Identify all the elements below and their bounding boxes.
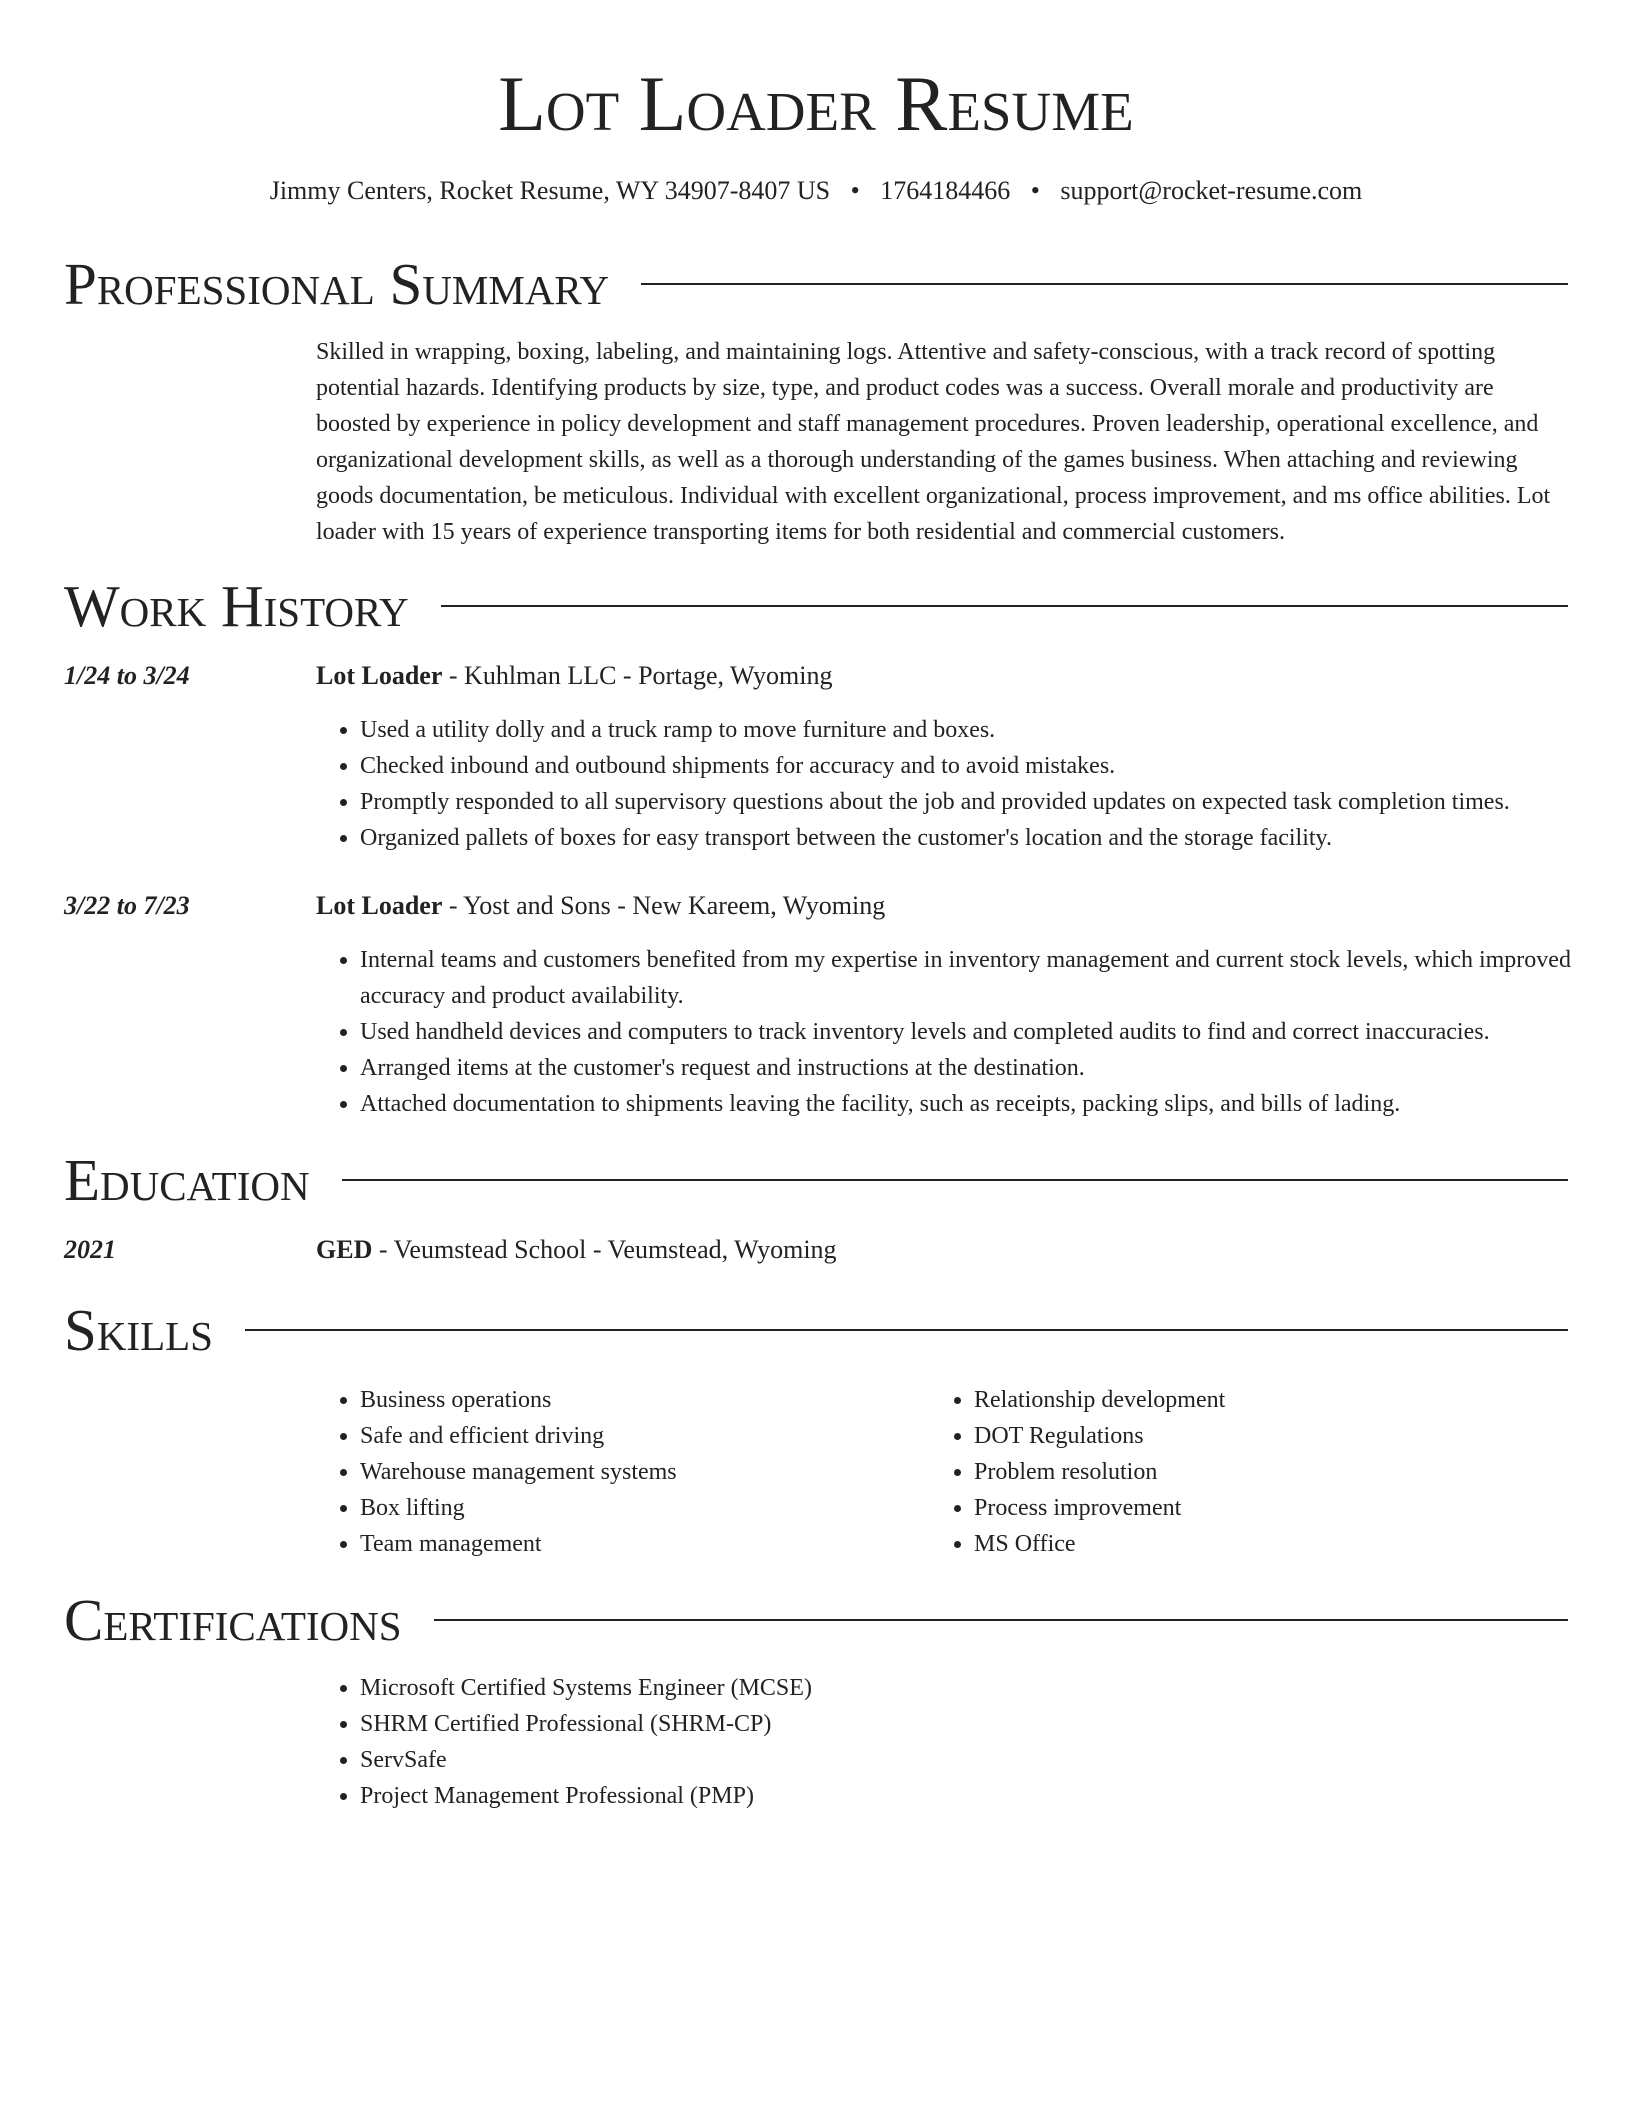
list-item: • Promptly responded to all supervisory questions about the job and provided updates on expected task completion times. (360, 784, 1612, 820)
job-bullets (316, 712, 1612, 856)
list-item: • Safe and efficient driving (360, 1418, 934, 1454)
section-divider (434, 1619, 1568, 1621)
section-divider (441, 605, 1568, 607)
job-dates: 3/22 to 7/23 (64, 891, 190, 920)
job-employer: - Yost and Sons - New Kareem, Wyoming (442, 891, 886, 920)
section-header-summary (64, 250, 1568, 318)
list-item: • Business operations (360, 1382, 934, 1418)
section-header-skills (64, 1296, 1568, 1364)
job-bullets (316, 942, 1612, 1122)
education-entry (316, 1232, 1568, 1268)
list-item: • Internal teams and customers benefited from my expertise in inventory management and current stock levels, which improved accuracy and product availability. (360, 942, 1612, 1014)
list-item: • Box lifting (360, 1490, 934, 1526)
list-item: • Process improvement (974, 1490, 1548, 1526)
list-item: • Relationship development (974, 1382, 1548, 1418)
education-year: 2021 (64, 1235, 116, 1264)
list-item: • MS Office (974, 1526, 1548, 1562)
skills-list-left (316, 1382, 934, 1562)
section-header-certifications (64, 1586, 1568, 1654)
contact-address: Jimmy Centers, Rocket Resume, WY 34907-8407 US (269, 176, 831, 205)
contact-phone: 1764184466 (880, 176, 1011, 205)
job-dates: 1/24 to 3/24 (64, 661, 190, 690)
list-item: • Warehouse management systems (360, 1454, 934, 1490)
section-divider (641, 283, 1568, 285)
list-item: • Attached documentation to shipments leaving the facility, such as receipts, packing slips, and bills of lading. (360, 1086, 1612, 1122)
section-title-skills: Skills (64, 1297, 213, 1363)
job-title: Lot Loader (316, 661, 443, 690)
section-title-work: Work History (64, 573, 409, 639)
section-title-summary: Professional Summary (64, 251, 610, 317)
skills-list-right (930, 1382, 1548, 1562)
list-item: • Arranged items at the customer's request and instructions at the destination. (360, 1050, 1612, 1086)
list-item: • Problem resolution (974, 1454, 1548, 1490)
contact-separator: • (850, 176, 860, 205)
list-item: • ServSafe (360, 1742, 1612, 1778)
job-heading (316, 658, 1568, 694)
section-divider (245, 1329, 1568, 1331)
section-header-work (64, 572, 1568, 640)
list-item: • Microsoft Certified Systems Engineer (MCSE) (360, 1670, 1612, 1706)
list-item: • Checked inbound and outbound shipments for accuracy and to avoid mistakes. (360, 748, 1612, 784)
list-item: • Team management (360, 1526, 934, 1562)
education-school: - Veumstead School - Veumstead, Wyoming (372, 1235, 837, 1264)
certifications-list (316, 1670, 1612, 1814)
list-item: • DOT Regulations (974, 1418, 1548, 1454)
list-item: • Used handheld devices and computers to track inventory levels and completed audits to find and correct inaccuracies. (360, 1014, 1612, 1050)
list-item: • SHRM Certified Professional (SHRM-CP) (360, 1706, 1612, 1742)
resume-title: Lot Loader Resume (498, 60, 1134, 147)
contact-line (0, 174, 1632, 208)
job-heading (316, 888, 1568, 924)
section-header-education (64, 1146, 1568, 1214)
list-item: • Organized pallets of boxes for easy transport between the customer's location and the storage facility. (360, 820, 1612, 856)
job-employer: - Kuhlman LLC - Portage, Wyoming (442, 661, 833, 690)
section-divider (342, 1179, 1568, 1181)
education-degree: GED (316, 1235, 373, 1264)
section-title-certifications: Certifications (64, 1587, 402, 1653)
list-item: • Project Management Professional (PMP) (360, 1778, 1612, 1814)
list-item: • Used a utility dolly and a truck ramp to move furniture and boxes. (360, 712, 1612, 748)
section-title-education: Education (64, 1147, 310, 1213)
contact-separator: • (1030, 176, 1040, 205)
contact-email: support@rocket-resume.com (1060, 176, 1363, 205)
job-title: Lot Loader (316, 891, 443, 920)
summary-text: Skilled in wrapping, boxing, labeling, and maintaining logs. Attentive and safety-conscious, with a track record of spotting potential hazards. Identifying products by size, type, and product codes was a success. Overall morale and productivity are boosted by experience in policy development and staff management procedures. Proven leadership, operational excellence, and organizational development skills, as well as a thorough understanding of the games business. When attaching and reviewing goods documentation, be meticulous. Individual with excellent organizational, process improvement, and ms office abilities. Lot loader with 15 years of experience transporting items for both residential and commercial customers. (316, 339, 1551, 545)
